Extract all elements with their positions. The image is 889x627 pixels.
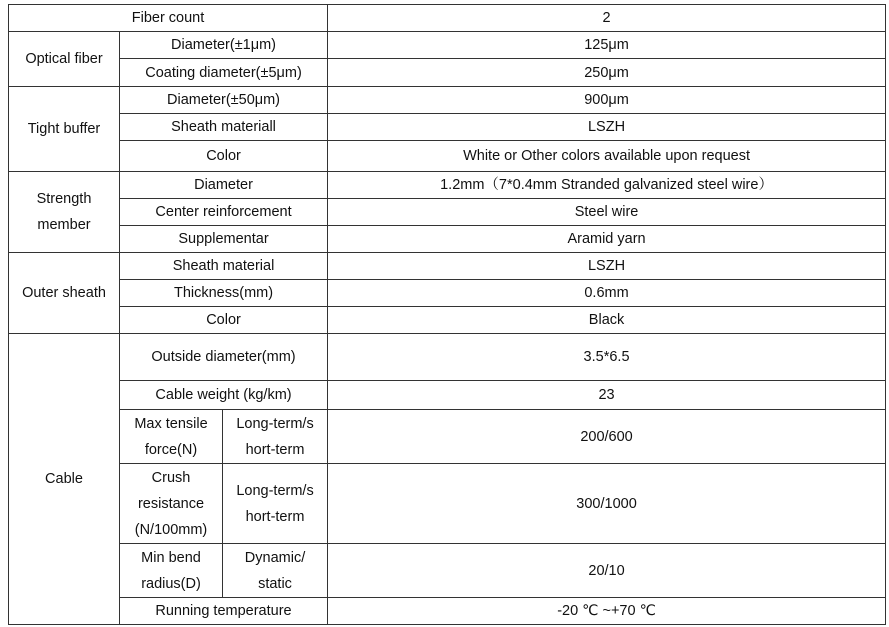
temperature-value: -20 ℃ ~+70 ℃ bbox=[328, 598, 886, 625]
row-outside-diameter bbox=[9, 334, 886, 381]
outer-material-label: Sheath material bbox=[120, 253, 328, 280]
strength-diameter-value: 1.2mm（7*0.4mm Stranded galvanized steel wire） bbox=[328, 172, 886, 199]
crush-label bbox=[120, 464, 223, 544]
coating-diameter-value: 250μm bbox=[328, 59, 886, 87]
strength-member-line1: Strength bbox=[36, 191, 92, 207]
tensile-label bbox=[120, 410, 223, 464]
cable-weight-label: Cable weight (kg/km) bbox=[120, 381, 328, 410]
row-fiber-count bbox=[9, 5, 886, 32]
row-strength-diameter bbox=[9, 172, 886, 199]
outer-material-value: LSZH bbox=[328, 253, 886, 280]
optical-diameter-label: Diameter(±1μm) bbox=[120, 32, 328, 59]
strength-member-group-label bbox=[9, 172, 120, 253]
outer-thickness-value: 0.6mm bbox=[328, 280, 886, 307]
buffer-sheath-label: Sheath materiall bbox=[120, 114, 328, 141]
row-crush bbox=[9, 464, 886, 544]
row-outer-color bbox=[9, 307, 886, 334]
bend-sub-line2: static bbox=[258, 575, 292, 592]
center-reinforcement-value: Steel wire bbox=[328, 199, 886, 226]
fiber-count-value: 2 bbox=[328, 5, 886, 32]
outer-color-label: Color bbox=[120, 307, 328, 334]
spec-table bbox=[8, 4, 886, 625]
row-center-reinforcement bbox=[9, 199, 886, 226]
crush-label-line1: Crush bbox=[151, 469, 191, 486]
bend-label-line1: Min bend bbox=[141, 549, 201, 566]
buffer-diameter-label: Diameter(±50μm) bbox=[120, 87, 328, 114]
optical-diameter-value: 125μm bbox=[328, 32, 886, 59]
buffer-diameter-value: 900μm bbox=[328, 87, 886, 114]
row-optical-diameter bbox=[9, 32, 886, 59]
row-bend bbox=[9, 544, 886, 598]
temperature-label: Running temperature bbox=[120, 598, 328, 625]
tight-buffer-group-label: Tight buffer bbox=[9, 87, 120, 172]
row-buffer-sheath bbox=[9, 114, 886, 141]
buffer-sheath-value: LSZH bbox=[328, 114, 886, 141]
row-tensile bbox=[9, 410, 886, 464]
outside-diameter-value: 3.5*6.5 bbox=[328, 334, 886, 381]
buffer-color-value: White or Other colors available upon request bbox=[328, 141, 886, 172]
row-supplementar bbox=[9, 226, 886, 253]
crush-label-line3: (N/100mm) bbox=[134, 521, 208, 538]
strength-diameter-label: Diameter bbox=[120, 172, 328, 199]
tensile-sub-line2: hort-term bbox=[245, 441, 305, 458]
tensile-label-line2: force(N) bbox=[144, 441, 198, 458]
crush-value: 300/1000 bbox=[328, 464, 886, 544]
tensile-value: 200/600 bbox=[328, 410, 886, 464]
tensile-sub-line1: Long-term/s bbox=[236, 415, 314, 432]
row-buffer-diameter bbox=[9, 87, 886, 114]
bend-sub-line1: Dynamic/ bbox=[244, 549, 306, 566]
crush-sublabel bbox=[223, 464, 328, 544]
row-cable-weight bbox=[9, 381, 886, 410]
optical-fiber-group-label: Optical fiber bbox=[9, 32, 120, 87]
bend-label bbox=[120, 544, 223, 598]
crush-label-line2: resistance bbox=[137, 495, 205, 512]
supplementar-label: Supplementar bbox=[120, 226, 328, 253]
row-temperature bbox=[9, 598, 886, 625]
tensile-label-line1: Max tensile bbox=[134, 415, 208, 432]
bend-label-line2: radius(D) bbox=[141, 575, 201, 592]
crush-sub-line2: hort-term bbox=[245, 508, 305, 525]
cable-weight-value: 23 bbox=[328, 381, 886, 410]
bend-sublabel bbox=[223, 544, 328, 598]
strength-member-line2: member bbox=[37, 217, 91, 233]
cable-group-label: Cable bbox=[9, 334, 120, 625]
row-outer-thickness bbox=[9, 280, 886, 307]
crush-sub-line1: Long-term/s bbox=[236, 482, 314, 499]
outer-color-value: Black bbox=[328, 307, 886, 334]
outside-diameter-label: Outside diameter(mm) bbox=[120, 334, 328, 381]
outer-sheath-group-label: Outer sheath bbox=[9, 253, 120, 334]
row-outer-material bbox=[9, 253, 886, 280]
row-buffer-color bbox=[9, 141, 886, 172]
supplementar-value: Aramid yarn bbox=[328, 226, 886, 253]
outer-thickness-label: Thickness(mm) bbox=[120, 280, 328, 307]
row-optical-coating bbox=[9, 59, 886, 87]
fiber-count-label: Fiber count bbox=[9, 5, 328, 32]
tensile-sublabel bbox=[223, 410, 328, 464]
buffer-color-label: Color bbox=[120, 141, 328, 172]
bend-value: 20/10 bbox=[328, 544, 886, 598]
coating-diameter-label: Coating diameter(±5μm) bbox=[120, 59, 328, 87]
center-reinforcement-label: Center reinforcement bbox=[120, 199, 328, 226]
